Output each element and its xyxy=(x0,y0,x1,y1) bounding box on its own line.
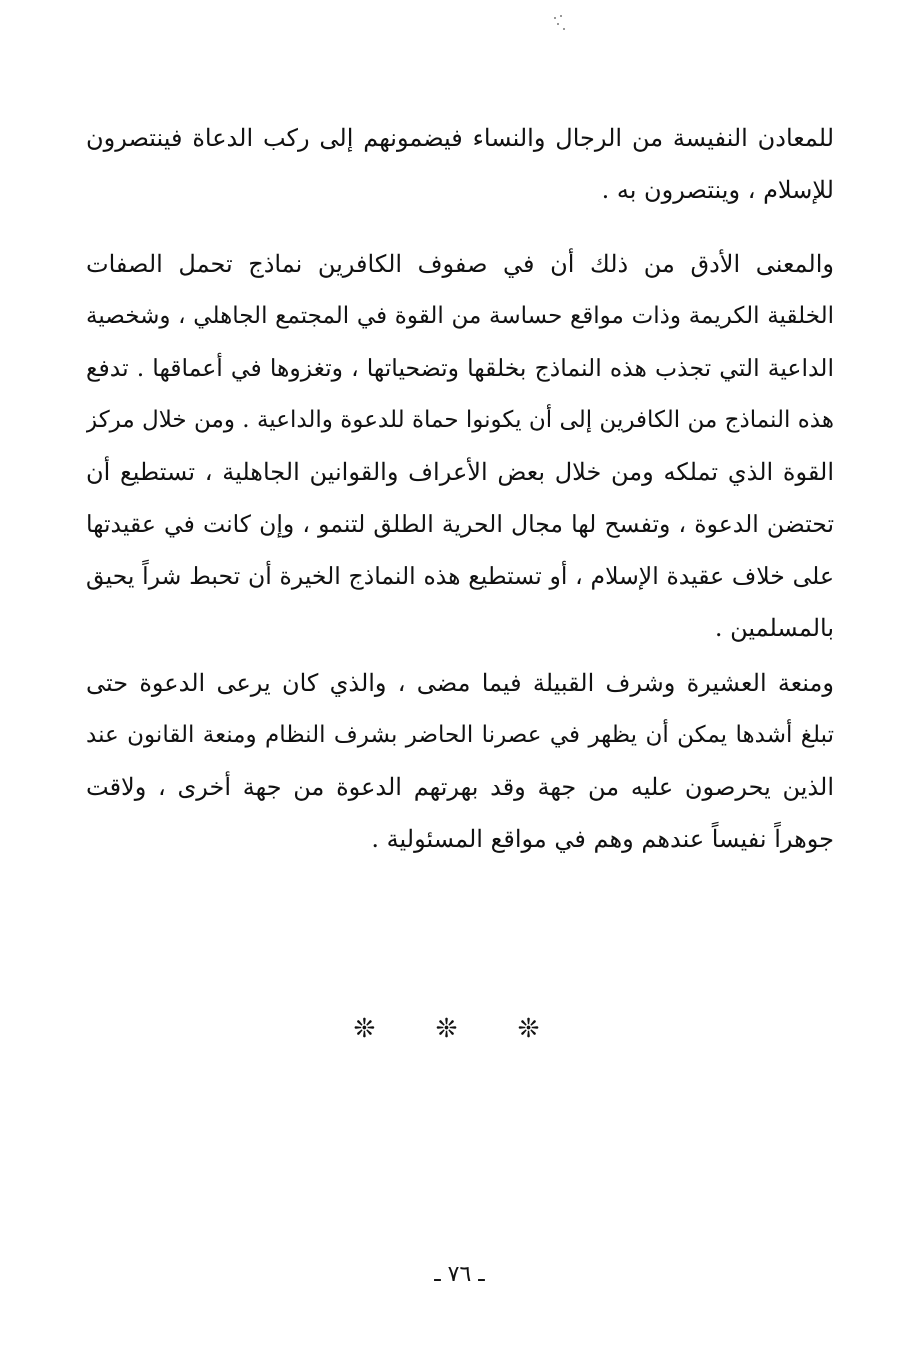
text-line: تبلغ أشدها يمكن أن يظهر في عصرنا الحاضر بشرف النظام ومنعة القانون عند xyxy=(86,722,834,748)
section-divider-ornament xyxy=(0,1014,919,1044)
paragraph-2 xyxy=(86,238,834,654)
text-line: على خلاف عقيدة الإسلام ، أو تستطيع هذه النماذج الخيرة أن تحبط شراً يحيق xyxy=(86,562,834,590)
asterism-icon: ❊ xyxy=(353,1014,402,1044)
text-line: تحتضن الدعوة ، وتفسح لها مجال الحرية الطلق لتنمو ، وإن كانت في عقيدتها xyxy=(86,510,834,538)
asterism-icon: ❊ xyxy=(435,1014,484,1044)
page-number: ـ ٧٦ ـ xyxy=(434,1262,485,1287)
text-line: للإسلام ، وينتصرون به . xyxy=(601,176,834,204)
scan-speck xyxy=(552,14,566,34)
paragraph-3 xyxy=(86,657,834,865)
paragraph-1 xyxy=(86,112,834,216)
text-line: بالمسلمين . xyxy=(714,614,834,642)
text-line: الذين يحرصون عليه من جهة وقد بهرتهم الدعوة من جهة أخرى ، ولاقت xyxy=(86,773,834,801)
text-line: جوهراً نفيساً عندهم وهم في مواقع المسئولية . xyxy=(371,825,834,853)
asterism-icon: ❊ xyxy=(517,1014,566,1044)
text-line: هذه النماذج من الكافرين إلى أن يكونوا حماة للدعوة والداعية . ومن خلال مركز xyxy=(86,407,834,433)
text-line: للمعادن النفيسة من الرجال والنساء فيضمونهم إلى ركب الدعاة فينتصرون xyxy=(86,124,834,152)
text-line: ومنعة العشيرة وشرف القبيلة فيما مضى ، والذي كان يرعى الدعوة حتى xyxy=(86,669,834,697)
text-line: والمعنى الأدق من ذلك أن في صفوف الكافرين نماذج تحمل الصفات xyxy=(86,250,834,278)
text-line: الخلقية الكريمة وذات مواقع حساسة من القوة في المجتمع الجاهلي ، وشخصية xyxy=(86,303,834,329)
text-line: القوة الذي تملكه ومن خلال بعض الأعراف والقوانين الجاهلية ، تستطيع أن xyxy=(86,458,834,486)
text-line: الداعية التي تجذب هذه النماذج بخلقها وتضحياتها ، وتغزوها في أعماقها . تدفع xyxy=(86,354,834,382)
